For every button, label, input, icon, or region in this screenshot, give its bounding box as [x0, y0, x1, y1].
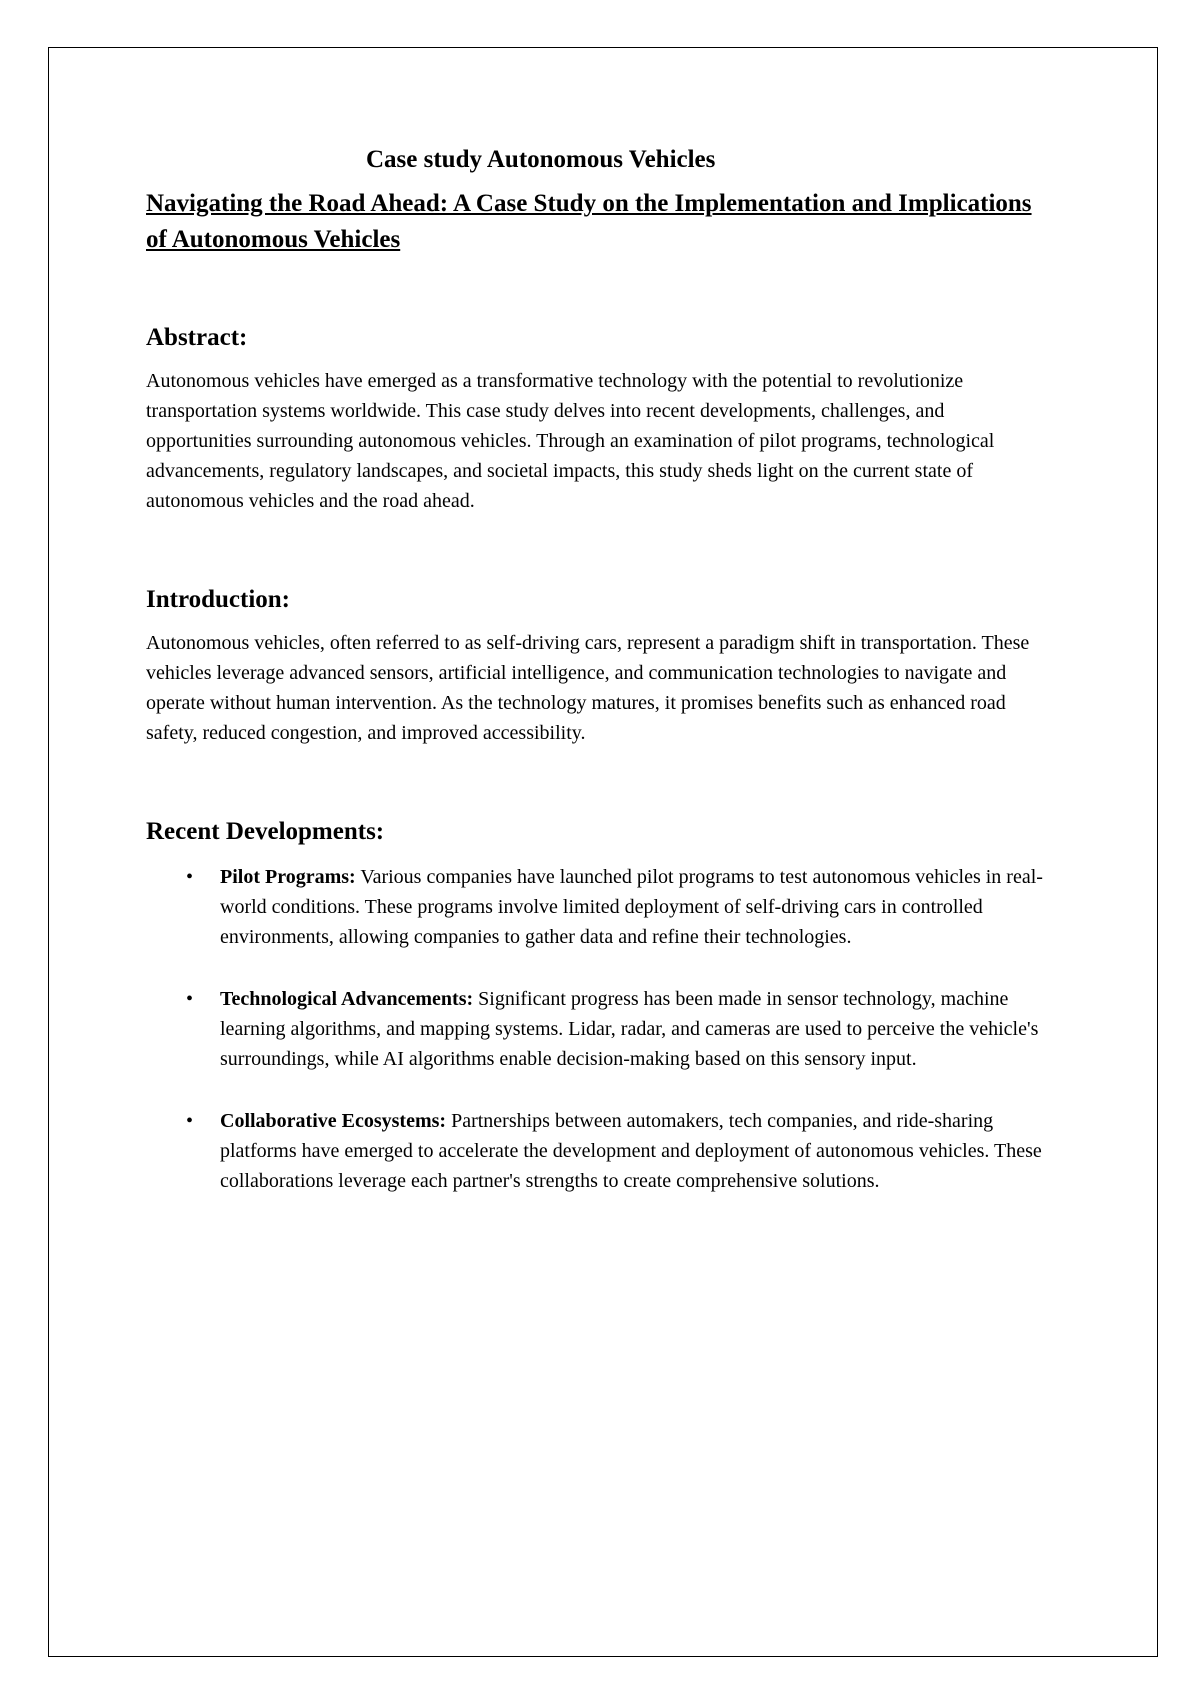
bullet-icon: •: [186, 1110, 194, 1132]
recent-developments-list: [146, 862, 1046, 1196]
bullet-text: Partnerships between automakers, tech companies, and ride-sharing platforms have emerged to accelerate the development and deployment of autonomous vehicles. These collaborations leverage each partner's strengths to create comprehensive solutions.: [220, 1110, 1042, 1192]
document-title: Case study Autonomous Vehicles: [366, 146, 716, 173]
introduction-heading: Introduction:: [146, 586, 291, 613]
bullet-text: Various companies have launched pilot programs to test autonomous vehicles in real-world conditions. These programs involve limited deployment of self-driving cars in controlled environments, allowing companies to gather data and refine their technologies.: [220, 866, 1043, 948]
abstract-section: [146, 320, 1046, 516]
abstract-heading: Abstract:: [146, 324, 248, 351]
bullet-term: Technological Advancements:: [220, 988, 474, 1010]
list-item-technological-advancements: [146, 984, 1046, 1074]
list-item-collaborative-ecosystems: [146, 1106, 1046, 1196]
recent-developments-section: [146, 814, 1046, 1196]
bullet-term: Pilot Programs:: [220, 866, 356, 888]
bullet-icon: •: [186, 988, 194, 1010]
bullet-icon: •: [186, 866, 194, 888]
bullet-term: Collaborative Ecosystems:: [220, 1110, 447, 1132]
recent-developments-heading: Recent Developments:: [146, 818, 385, 845]
document-subtitle: Navigating the Road Ahead: A Case Study on the Implementation and Implications of Autonomous Vehicles: [146, 190, 1032, 253]
introduction-section: [146, 582, 1046, 748]
list-item-pilot-programs: [146, 862, 1046, 952]
introduction-paragraph: Autonomous vehicles, often referred to as self-driving cars, represent a paradigm shift in transportation. These vehicles leverage advanced sensors, artificial intelligence, and communication technologies to navigate and operate without human intervention. As the technology matures, it promises benefits such as enhanced road safety, reduced congestion, and improved accessibility.: [146, 632, 1030, 744]
document-body: [146, 140, 1046, 1228]
abstract-paragraph: Autonomous vehicles have emerged as a transformative technology with the potential to revolutionize transportation systems worldwide. This case study delves into recent developments, challenges, and opportunities surrounding autonomous vehicles. Through an examination of pilot programs, technological advancements, regulatory landscapes, and societal impacts, this study sheds light on the current state of autonomous vehicles and the road ahead.: [146, 370, 995, 512]
bullet-text: Significant progress has been made in sensor technology, machine learning algorithms, and mapping systems. Lidar, radar, and cameras are used to perceive the vehicle's surroundings, while AI algorithms enable decision-making based on this sensory input.: [220, 988, 1039, 1070]
